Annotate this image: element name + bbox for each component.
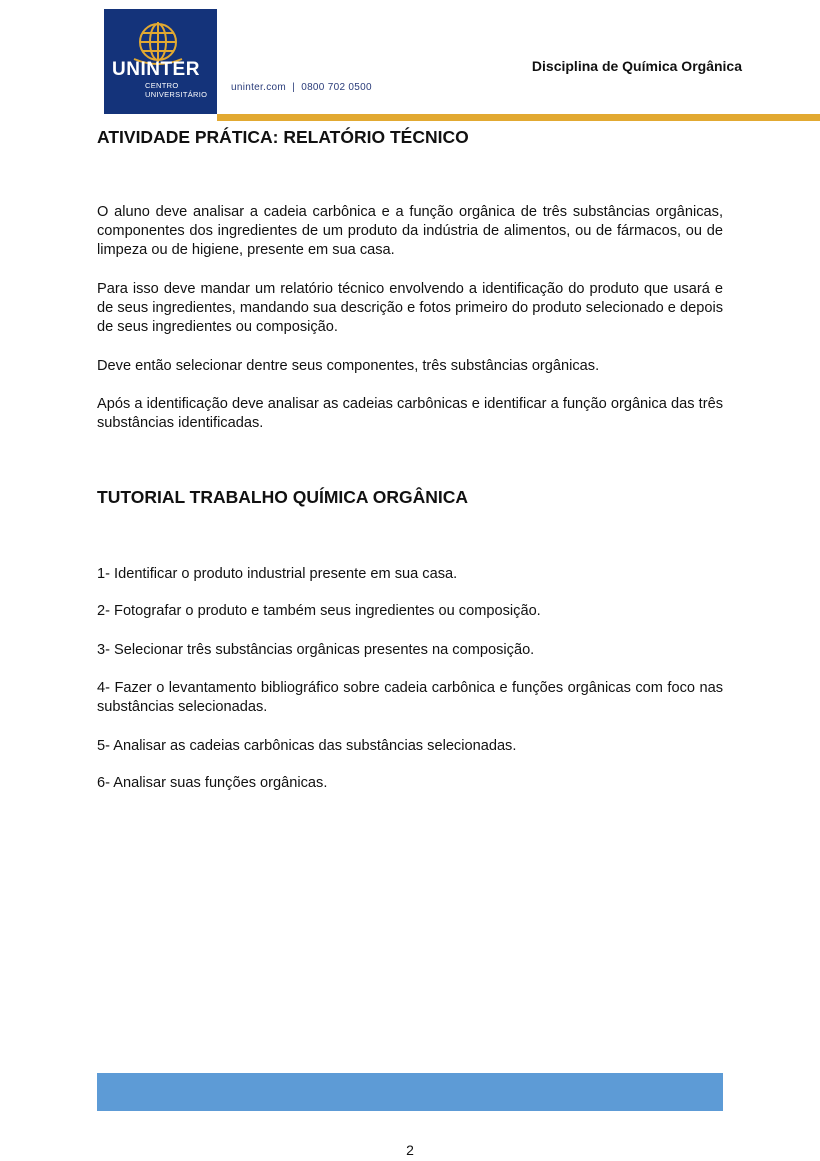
tutorial-step: 6- Analisar suas funções orgânicas.	[97, 775, 328, 791]
header-divider	[217, 114, 820, 121]
page-number: 2	[406, 1142, 414, 1158]
uninter-logo	[104, 9, 217, 114]
tutorial-step: 3- Selecionar três substâncias orgânicas presentes na composição.	[97, 642, 535, 658]
logo-subtitle-line2: UNIVERSITÁRIO	[145, 89, 208, 99]
section-title-atividade: ATIVIDADE PRÁTICA: RELATÓRIO TÉCNICO	[97, 127, 469, 147]
tutorial-step: 1- Identificar o produto industrial presente em sua casa.	[97, 566, 458, 582]
tutorial-step: 2- Fotografar o produto e também seus ingredientes ou composição.	[97, 603, 541, 619]
logo-name: UNINTER	[112, 59, 200, 80]
paragraph: Para isso deve mandar um relatório técnico envolvendo a identificação do produto que usará e de seus ingredientes, mandando sua descrição e fotos primeiro do produto selecionado e depois de seus ingredientes ou composição.	[97, 281, 723, 335]
tutorial-step: 4- Fazer o levantamento bibliográfico sobre cadeia carbônica e funções orgânicas com foco nas substâncias selecionadas.	[97, 680, 723, 715]
paragraph: Deve então selecionar dentre seus componentes, três substâncias orgânicas.	[97, 358, 600, 374]
section-title-tutorial: TUTORIAL TRABALHO QUÍMICA ORGÂNICA	[97, 487, 469, 507]
logo-subtitle	[145, 82, 207, 99]
discipline-title: Disciplina de Química Orgânica	[531, 58, 742, 74]
contact-info: uninter.com | 0800 702 0500	[231, 82, 372, 93]
footer-bar	[97, 1073, 723, 1111]
paragraph: O aluno deve analisar a cadeia carbônica e a função orgânica de três substâncias orgânicas, componentes dos ingredientes de um produto da indústria de alimentos, ou de fármacos, ou de limpeza ou de higiene, presente em sua casa.	[97, 204, 723, 258]
paragraph: Após a identificação deve analisar as cadeias carbônicas e identificar a função orgânica das três substâncias identificadas.	[97, 396, 723, 431]
logo-subtitle-line1: CENTRO	[145, 81, 179, 90]
tutorial-step: 5- Analisar as cadeias carbônicas das substâncias selecionadas.	[97, 738, 517, 754]
